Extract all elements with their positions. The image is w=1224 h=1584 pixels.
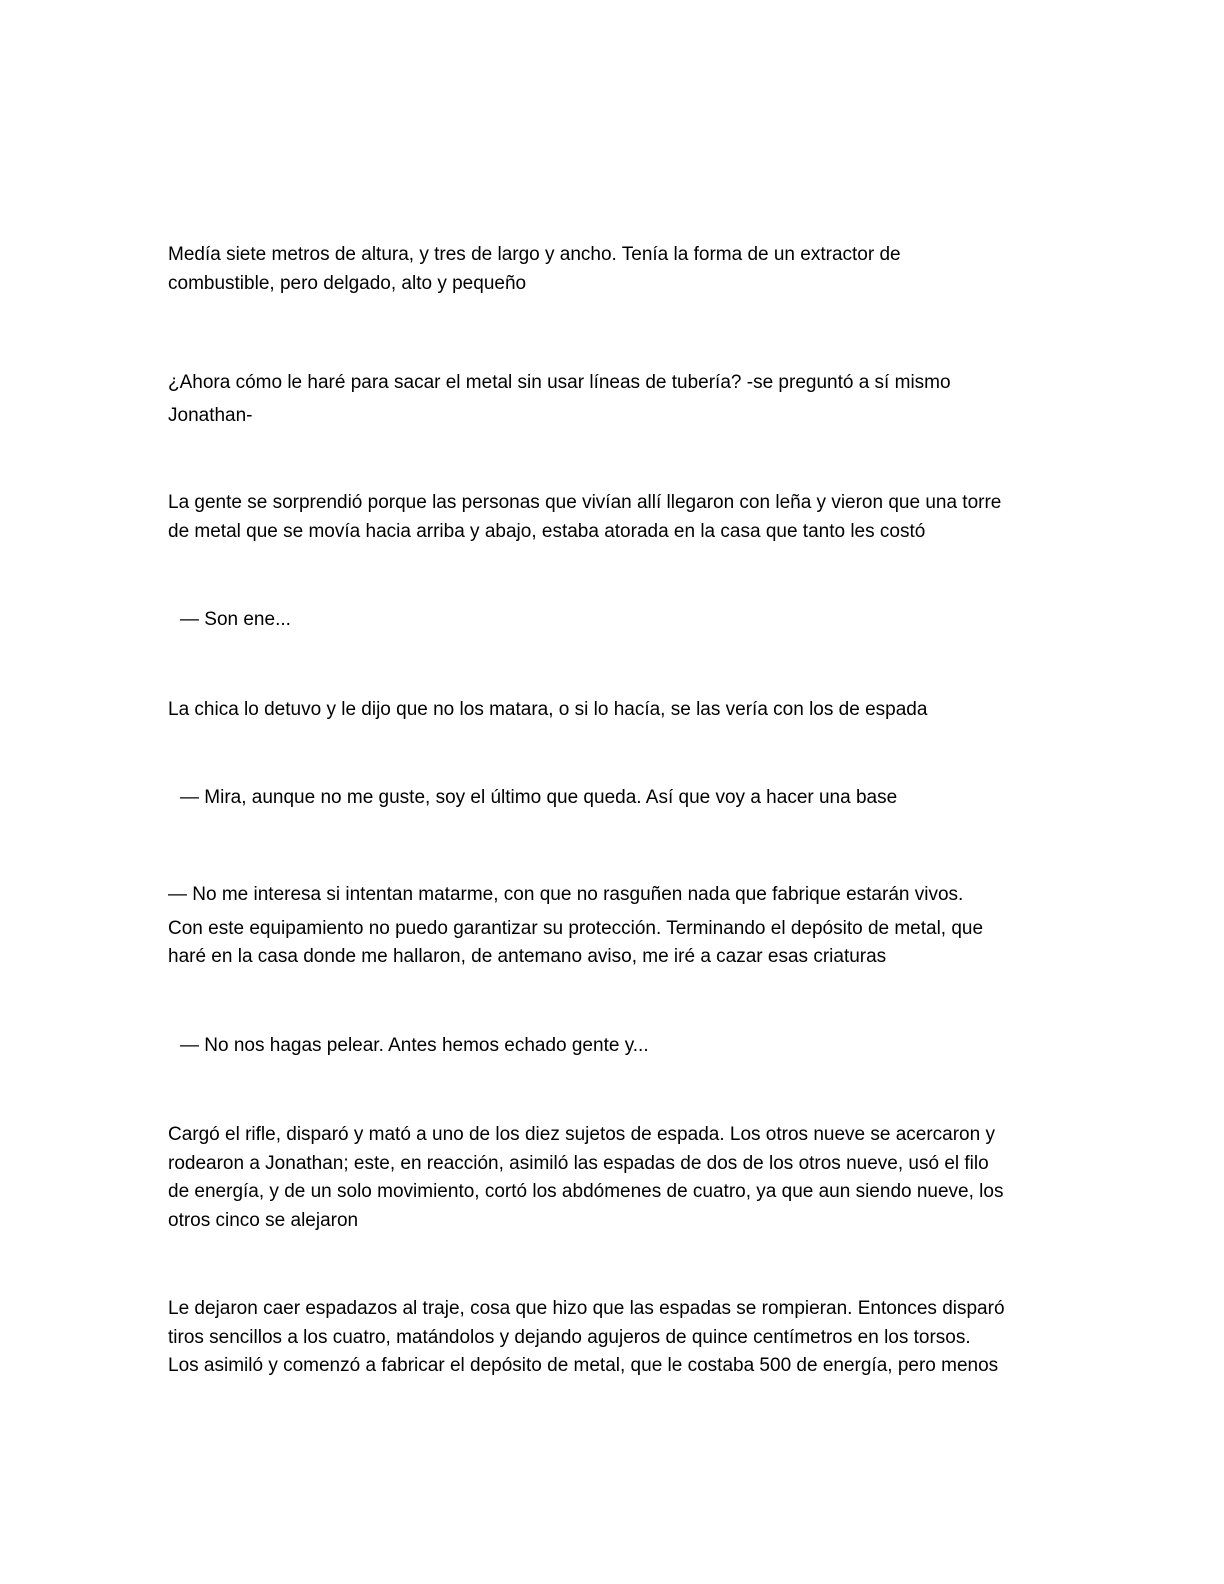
text-line: rodearon a Jonathan; este, en reacción, asimiló las espadas de dos de los otros nueve, usó el filo bbox=[168, 1152, 989, 1174]
text-line: — No me interesa si intentan matarme, con que no rasguñen nada que fabrique estarán vivos. bbox=[168, 884, 964, 905]
text-line: — Mira, aunque no me guste, soy el último que queda. Así que voy a hacer una base bbox=[180, 787, 898, 808]
paragraph-6-dialogue bbox=[180, 784, 1060, 813]
paragraph-1 bbox=[168, 241, 1048, 298]
text-line: otros cinco se alejaron bbox=[168, 1209, 359, 1231]
paragraph-7-dialogue bbox=[168, 881, 1048, 972]
text-line: combustible, pero delgado, alto y pequeño bbox=[168, 272, 527, 294]
text-line: tiros sencillos a los cuatro, matándolos y dejando agujeros de quince centímetros en los torsos. bbox=[168, 1326, 971, 1348]
text-line: — Son ene... bbox=[180, 609, 291, 630]
text-line: Los asimiló y comenzó a fabricar el depósito de metal, que le costaba 500 de energía, pero menos bbox=[168, 1355, 999, 1376]
text-line: de metal que se movía hacia arriba y abajo, estaba atorada en la casa que tanto les costó bbox=[168, 520, 926, 542]
text-line: ¿Ahora cómo le haré para sacar el metal sin usar líneas de tubería? -se preguntó a sí mismo bbox=[168, 372, 951, 393]
text-line: Jonathan- bbox=[168, 405, 253, 426]
paragraph-4-dialogue bbox=[180, 606, 1060, 635]
text-line: Le dejaron caer espadazos al traje, cosa que hizo que las espadas se rompieran. Entonces disparó bbox=[168, 1298, 1005, 1319]
text-line: haré en la casa donde me hallaron, de antemano aviso, me iré a cazar esas criaturas bbox=[168, 946, 887, 967]
paragraph-2 bbox=[168, 366, 1048, 432]
text-line: La gente se sorprendió porque las personas que vivían allí llegaron con leña y vieron que una torre bbox=[168, 492, 1002, 513]
text-line: Medía siete metros de altura, y tres de largo y ancho. Tenía la forma de un extractor de bbox=[168, 244, 901, 265]
paragraph-9 bbox=[168, 1121, 1048, 1235]
paragraph-3 bbox=[168, 489, 1048, 546]
text-line: Con este equipamiento no puedo garantizar su protección. Terminando el depósito de metal, que bbox=[168, 917, 984, 939]
paragraph-10 bbox=[168, 1295, 1048, 1381]
text-line: de energía, y de un solo movimiento, cortó los abdómenes de cuatro, ya que aun siendo nueve, los bbox=[168, 1181, 1004, 1202]
paragraph-5 bbox=[168, 696, 1048, 725]
paragraph-8-dialogue bbox=[180, 1032, 1060, 1061]
text-line: La chica lo detuvo y le dijo que no los matara, o si lo hacía, se las vería con los de espada bbox=[168, 699, 928, 720]
text-line: — No nos hagas pelear. Antes hemos echado gente y... bbox=[180, 1035, 649, 1056]
text-line: Cargó el rifle, disparó y mató a uno de los diez sujetos de espada. Los otros nueve se acercaron y bbox=[168, 1124, 995, 1145]
